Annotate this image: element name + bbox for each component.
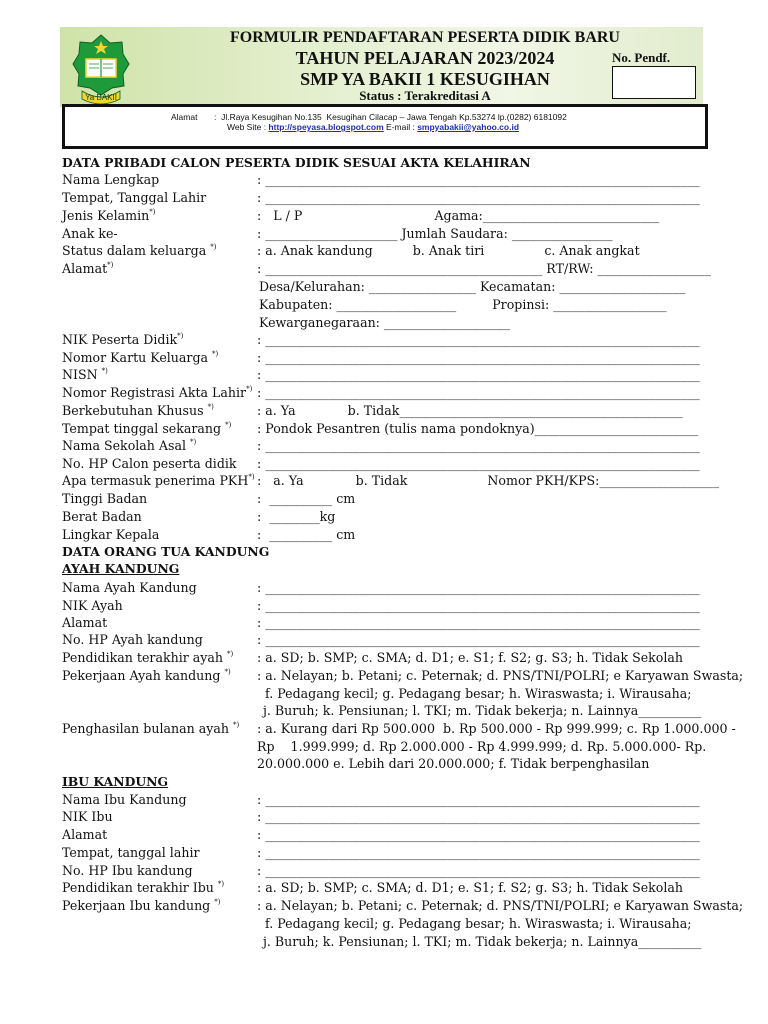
field-mother-nik[interactable]: : _____________________________________________________________________ [257, 809, 700, 824]
contact-line [227, 122, 519, 132]
field-father-phone[interactable]: : _____________________________________________________________________ [257, 632, 700, 647]
label-height: Tinggi Badan [62, 491, 148, 506]
label-father-occupation: Pekerjaan Ayah kandung *) [62, 668, 231, 683]
field-mother-name[interactable]: : _____________________________________________________________________ [257, 792, 700, 807]
required-mark: *) [227, 650, 234, 658]
field-father-income-1[interactable]: : a. Kurang dari Rp 500.000 b. Rp 500.000 - Rp 999.999; c. Rp 1.000.000 - [257, 721, 736, 736]
field-father-occupation-3[interactable]: j. Buruh; k. Pensiunan; l. TKI; m. Tidak bekerja; n. Lainnya__________ [263, 703, 702, 718]
website-link[interactable]: http://speyasa.blogspot.com [268, 122, 384, 132]
label-birth-certificate: Nomor Registrasi Akta Lahir*) [62, 385, 253, 400]
field-current-residence[interactable]: : Pondok Pesantren (tulis nama pondoknya)__________________________ [257, 421, 699, 436]
field-gender-religion[interactable]: : L / P Agama:____________________________ [257, 208, 660, 223]
label-full-name: Nama Lengkap [62, 172, 160, 187]
field-special-needs[interactable]: : a. Ya b. Tidak_____________________________________________ [257, 403, 683, 418]
label-head-circumference: Lingkar Kepala [62, 527, 160, 542]
field-nisn[interactable]: : _____________________________________________________________________ [257, 367, 700, 382]
label-mother-occupation: Pekerjaan Ibu kandung *) [62, 898, 221, 913]
email-link[interactable]: smpyabakii@yahoo.co.id [417, 122, 520, 132]
field-mother-occupation-3[interactable]: j. Buruh; k. Pensiunan; l. TKI; m. Tidak bekerja; n. Lainnya__________ [263, 934, 702, 949]
required-mark: *) [177, 332, 184, 340]
label-nisn: NISN *) [62, 367, 108, 382]
school-logo [72, 33, 130, 105]
registration-number-label: No. Pendf. [612, 50, 671, 65]
label-gender: Jenis Kelamin*) [62, 208, 156, 223]
label-mother-birth: Tempat, tanggal lahir [62, 845, 200, 860]
required-mark: *) [217, 880, 225, 888]
logo-text: Ya BAKII [85, 93, 117, 102]
field-father-address[interactable]: : _____________________________________________________________________ [257, 615, 700, 630]
field-nik[interactable]: : _____________________________________________________________________ [257, 332, 700, 347]
field-mother-occupation-2[interactable]: f. Pedagang kecil; g. Pedagang besar; h. Wiraswasta; i. Wirausaha; [265, 916, 692, 931]
label-mother-phone: No. HP Ibu kandung [62, 863, 193, 878]
label-mother-address: Alamat [62, 827, 108, 842]
required-mark: *) [212, 350, 219, 358]
required-mark: *) [214, 898, 221, 906]
academic-year: TAHUN PELAJARAN 2023/2024 [295, 48, 555, 68]
field-father-name[interactable]: : _____________________________________________________________________ [257, 580, 700, 595]
label-family-card: Nomor Kartu Keluarga *) [62, 350, 219, 365]
field-mother-education[interactable]: : a. SD; b. SMP; c. SMA; d. D1; e. S1; f. S2; g. S3; h. Tidak Sekolah [257, 880, 684, 895]
field-village-district[interactable]: Desa/Kelurahan: _________________ Kecamatan: ____________________ [259, 279, 686, 294]
label-father-name: Nama Ayah Kandung [62, 580, 197, 595]
field-mother-birth[interactable]: : _____________________________________________________________________ [257, 845, 700, 860]
required-mark: *) [190, 438, 197, 446]
label-student-phone: No. HP Calon peserta didik [62, 456, 237, 471]
label-mother-education: Pendidikan terakhir Ibu *) [62, 880, 225, 895]
required-mark: *) [101, 367, 108, 375]
field-father-nik[interactable]: : _____________________________________________________________________ [257, 598, 700, 613]
field-head-circumference[interactable]: : __________ cm [257, 527, 356, 542]
field-full-name[interactable]: : _____________________________________________________________________ [257, 172, 700, 187]
field-address-rtrw[interactable]: : ____________________________________________ RT/RW: __________________ [257, 261, 711, 276]
label-child-order: Anak ke- [62, 226, 118, 241]
field-student-phone[interactable]: : _____________________________________________________________________ [257, 456, 700, 471]
field-child-order-siblings[interactable]: : _____________________ Jumlah Saudara: ________________ [257, 226, 613, 241]
section-mother: IBU KANDUNG [62, 774, 169, 789]
field-mother-phone[interactable]: : _____________________________________________________________________ [257, 863, 700, 878]
label-father-nik: NIK Ayah [62, 598, 123, 613]
label-mother-name: Nama Ibu Kandung [62, 792, 187, 807]
required-mark: *) [107, 261, 114, 269]
address-line: Alamat : Jl.Raya Kesugihan No.135 Kesugihan Cilacap – Jawa Tengah Kp.53274 lp.(0282) 6181092 [171, 112, 567, 122]
field-citizenship[interactable]: Kewarganegaraan: ____________________ [259, 315, 510, 330]
label-father-income: Penghasilan bulanan ayah *) [62, 721, 240, 736]
form-title: FORMULIR PENDAFTARAN PESERTA DIDIK BARU [230, 29, 620, 46]
section-parent-data: DATA ORANG TUA KANDUNG [62, 544, 270, 559]
field-family-status[interactable]: : a. Anak kandung b. Anak tiri c. Anak angkat [257, 243, 640, 258]
required-mark: *) [207, 403, 214, 411]
required-mark: *) [210, 243, 217, 251]
field-birth-place-date[interactable]: : _____________________________________________________________________ [257, 190, 700, 205]
label-special-needs: Berkebutuhan Khusus *) [62, 403, 214, 418]
field-family-card[interactable]: : _____________________________________________________________________ [257, 350, 700, 365]
label-mother-nik: NIK Ibu [62, 809, 113, 824]
registration-number-box[interactable] [612, 66, 696, 99]
school-name: SMP YA BAKII 1 KESUGIHAN [300, 69, 550, 89]
section-personal-data: DATA PRIBADI CALON PESERTA DIDIK SESUAI AKTA KELAHIRAN [62, 155, 531, 170]
field-regency-province[interactable]: Kabupaten: ___________________ Propinsi: __________________ [259, 297, 667, 312]
required-mark: *) [246, 385, 253, 393]
field-mother-address[interactable]: : _____________________________________________________________________ [257, 827, 700, 842]
field-father-education[interactable]: : a. SD; b. SMP; c. SMA; d. D1; e. S1; f. S2; g. S3; h. Tidak Sekolah [257, 650, 684, 665]
field-birth-certificate[interactable]: : _____________________________________________________________________ [257, 385, 700, 400]
field-mother-occupation-1[interactable]: : a. Nelayan; b. Petani; c. Peternak; d. PNS/TNI/POLRI; e Karyawan Swasta; [257, 898, 744, 913]
required-mark: *) [224, 668, 231, 676]
field-previous-school[interactable]: : _____________________________________________________________________ [257, 438, 700, 453]
label-pkh: Apa termasuk penerima PKH*) [62, 473, 255, 488]
field-father-occupation-2[interactable]: f. Pedagang kecil; g. Pedagang besar; h. Wiraswasta; i. Wirausaha; [265, 686, 692, 701]
label-family-status: Status dalam keluarga *) [62, 243, 217, 258]
label-current-residence: Tempat tinggal sekarang *) [62, 421, 232, 436]
label-birth-place-date: Tempat, Tanggal Lahir [62, 190, 207, 205]
required-mark: *) [225, 421, 232, 429]
section-father: AYAH KANDUNG [62, 561, 180, 576]
field-pkh[interactable]: : a. Ya b. Tidak Nomor PKH/KPS:___________________ [257, 473, 720, 488]
label-nik: NIK Peserta Didik*) [62, 332, 184, 347]
required-mark: *) [233, 721, 240, 729]
address-box [62, 104, 708, 149]
website-prefix: Web Site : [227, 122, 269, 132]
field-father-income-3[interactable]: 20.000.000 e. Lebih dari 20.000.000; f. Tidak berpenghasilan [257, 756, 650, 771]
label-weight: Berat Badan [62, 509, 142, 524]
field-weight[interactable]: : ________kg [257, 509, 336, 524]
field-father-income-2[interactable]: Rp 1.999.999; d. Rp 2.000.000 - Rp 4.999.999; d. Rp. 5.000.000- Rp. [257, 739, 707, 754]
label-father-address: Alamat [62, 615, 108, 630]
label-father-education: Pendidikan terakhir ayah *) [62, 650, 234, 665]
label-address: Alamat*) [62, 261, 114, 276]
field-father-occupation-1[interactable]: : a. Nelayan; b. Petani; c. Peternak; d. PNS/TNI/POLRI; e Karyawan Swasta; [257, 668, 744, 683]
field-height[interactable]: : __________ cm [257, 491, 356, 506]
email-prefix: E-mail : [383, 122, 418, 132]
accreditation-status: Status : Terakreditasi A [359, 88, 491, 103]
label-father-phone: No. HP Ayah kandung [62, 632, 203, 647]
label-previous-school: Nama Sekolah Asal *) [62, 438, 197, 453]
required-mark: *) [248, 473, 255, 481]
required-mark: *) [149, 208, 156, 216]
